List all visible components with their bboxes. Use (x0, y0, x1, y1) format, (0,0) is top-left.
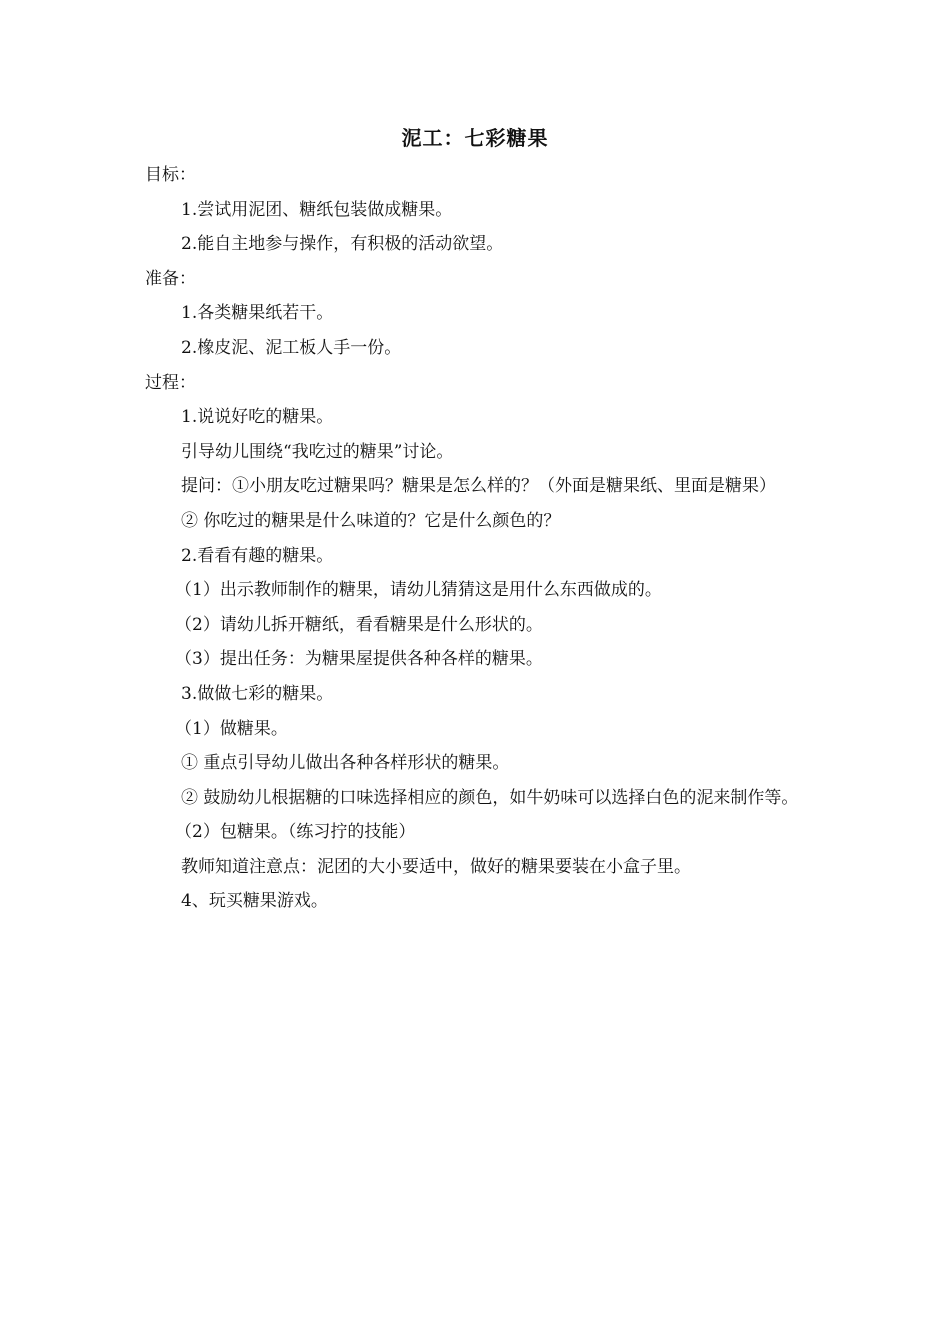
document-title: 泥工：七彩糖果 (401, 126, 549, 150)
document-body (145, 158, 815, 919)
text-line: 1.各类糖果纸若干。 (181, 303, 334, 324)
text-paragraph: 提问：①小朋友吃过糖果吗？糖果是怎么样的？（外面是糖果纸、里面是糖果） (181, 476, 776, 497)
text-line: 1.说说好吃的糖果。 (181, 407, 334, 428)
text-line: （2）包糖果。（练习拧的技能） (175, 822, 416, 843)
text-line: （3）提出任务：为糖果屋提供各种各样的糖果。 (175, 649, 543, 670)
text-line: ① 重点引导幼儿做出各种各样形状的糖果。 (181, 753, 510, 774)
text-line: 2.看看有趣的糖果。 (181, 545, 334, 566)
text-line: 2.橡皮泥、泥工板人手一份。 (181, 337, 402, 358)
section-heading-process: 过程： (145, 372, 196, 393)
text-line: 3.做做七彩的糖果。 (181, 683, 334, 704)
text-line: 2.能自主地参与操作，有积极的活动欲望。 (181, 234, 504, 255)
text-line: 1.尝试用泥团、糖纸包装做成糖果。 (181, 199, 453, 220)
text-line: （2）请幼儿拆开糖纸，看看糖果是什么形状的。 (175, 614, 543, 635)
section-heading-preparation: 准备： (145, 268, 196, 289)
text-line: （1）出示教师制作的糖果，请幼儿猜猜这是用什么东西做成的。 (175, 580, 662, 601)
text-line: 引导幼儿围绕“我吃过的糖果”讨论。 (181, 441, 454, 462)
section-heading-goals: 目标： (145, 165, 196, 185)
text-paragraph: ② 鼓励幼儿根据糖的口味选择相应的颜色，如牛奶味可以选择白色的泥来制作等。 (181, 787, 799, 808)
text-line: 4、玩买糖果游戏。 (181, 891, 328, 912)
text-line: 教师知道注意点：泥团的大小要适中，做好的糖果要装在小盒子里。 (181, 856, 691, 877)
text-line: ② 你吃过的糖果是什么味道的？它是什么颜色的？ (181, 510, 561, 531)
text-line: （1）做糖果。 (175, 718, 288, 739)
